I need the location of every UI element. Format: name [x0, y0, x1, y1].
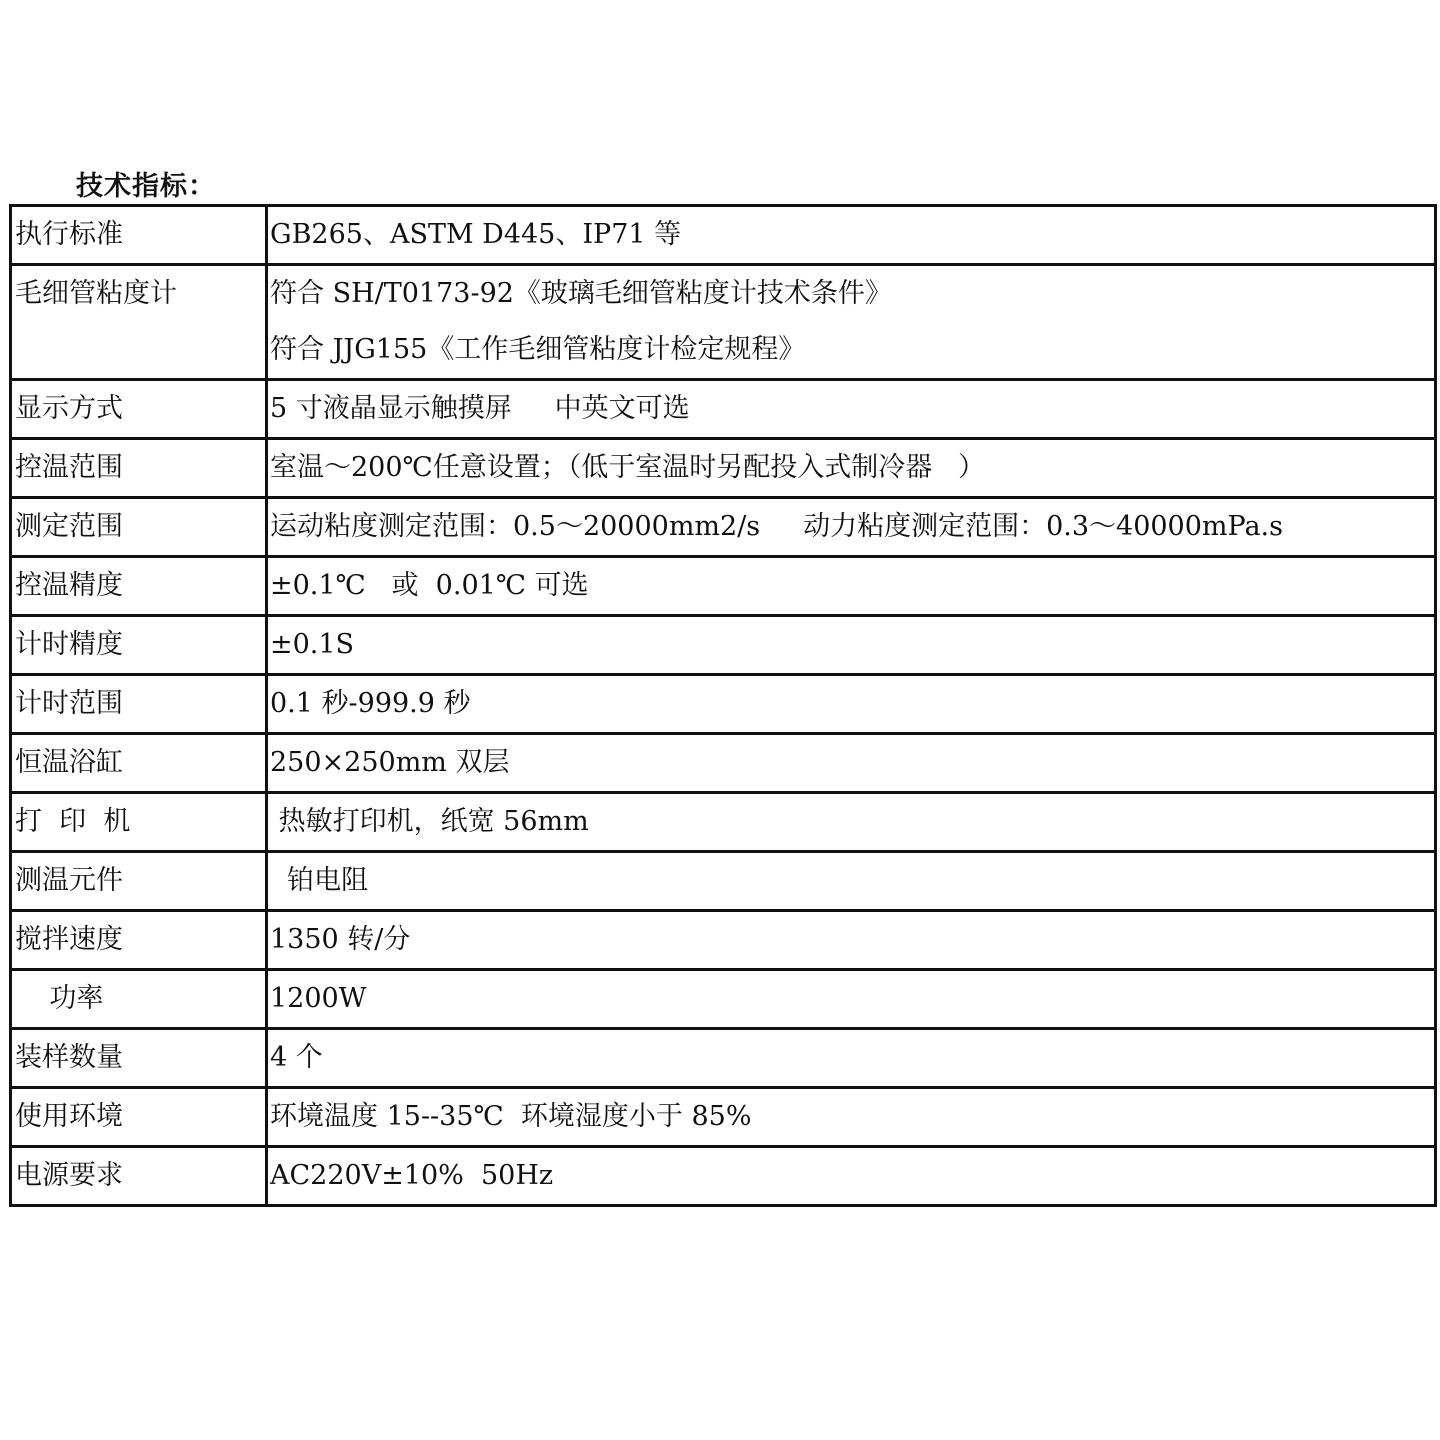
row-label-text: 测定范围	[15, 511, 123, 542]
row-value-line: 符合 JJG155《工作毛细管粘度计检定规程》	[270, 334, 806, 365]
row-label-text: 恒温浴缸	[15, 747, 123, 778]
table-row	[11, 852, 1436, 911]
row-label	[11, 265, 267, 380]
table-row	[11, 265, 1436, 380]
row-label	[11, 675, 267, 734]
row-label	[11, 852, 267, 911]
row-value-line: ±0.1℃ 或 0.01℃ 可选	[270, 570, 589, 601]
row-value	[267, 675, 1436, 734]
row-label	[11, 616, 267, 675]
row-value-line: GB265、ASTM D445、IP71 等	[270, 219, 682, 250]
row-label	[11, 1029, 267, 1088]
row-label-text: 功率	[15, 983, 104, 1014]
spec-table	[9, 204, 1437, 1207]
row-value	[267, 1147, 1436, 1206]
row-label	[11, 1147, 267, 1206]
row-label	[11, 498, 267, 557]
row-value-line: AC220V±10% 50Hz	[270, 1160, 554, 1191]
table-row	[11, 206, 1436, 265]
row-value	[267, 439, 1436, 498]
row-label-text: 显示方式	[15, 393, 123, 424]
row-value	[267, 206, 1436, 265]
row-label-text: 执行标准	[15, 219, 123, 250]
row-label-text: 搅拌速度	[15, 924, 123, 955]
row-label-text: 毛细管粘度计	[15, 278, 177, 309]
row-label	[11, 380, 267, 439]
table-row	[11, 380, 1436, 439]
row-value-line: 符合 SH/T0173-92《玻璃毛细管粘度计技术条件》	[270, 278, 892, 309]
row-value	[267, 793, 1436, 852]
table-row	[11, 793, 1436, 852]
row-label-text: 控温精度	[15, 570, 123, 601]
row-value-line: 4 个	[270, 1042, 323, 1073]
table-row	[11, 1029, 1436, 1088]
row-label-text: 打 印 机	[15, 806, 131, 837]
row-label	[11, 1088, 267, 1147]
row-label	[11, 793, 267, 852]
row-label-text: 使用环境	[15, 1101, 123, 1132]
row-value-line: 室温～200℃任意设置；（低于室温时另配投入式制冷器 ）	[270, 452, 985, 483]
row-label-text: 计时精度	[15, 629, 123, 660]
row-label	[11, 557, 267, 616]
row-value	[267, 1029, 1436, 1088]
row-value-line: ±0.1S	[270, 629, 355, 660]
table-row	[11, 675, 1436, 734]
row-label-text: 装样数量	[15, 1042, 123, 1073]
row-value	[267, 498, 1436, 557]
table-row	[11, 970, 1436, 1029]
table-row	[11, 498, 1436, 557]
row-value	[267, 911, 1436, 970]
row-value-line: 0.1 秒-999.9 秒	[270, 688, 471, 719]
row-value	[267, 557, 1436, 616]
row-label-text: 控温范围	[15, 452, 123, 483]
row-value	[267, 852, 1436, 911]
row-value-line: 热敏打印机，纸宽 56mm	[270, 806, 589, 837]
row-value-line: 铂电阻	[270, 865, 369, 896]
row-value	[267, 1088, 1436, 1147]
row-label-text: 电源要求	[15, 1160, 123, 1191]
row-value	[267, 734, 1436, 793]
table-row	[11, 1147, 1436, 1206]
table-row	[11, 439, 1436, 498]
table-row	[11, 616, 1436, 675]
row-value	[267, 380, 1436, 439]
row-value-line: 运动粘度测定范围：0.5～20000mm2/s 动力粘度测定范围：0.3～40000mPa.s	[270, 511, 1283, 542]
row-label-text: 测温元件	[15, 865, 123, 896]
row-value-line: 5 寸液晶显示触摸屏 中英文可选	[270, 393, 690, 424]
table-row	[11, 734, 1436, 793]
table-row	[11, 557, 1436, 616]
table-row	[11, 911, 1436, 970]
row-label	[11, 734, 267, 793]
row-label	[11, 911, 267, 970]
row-value	[267, 970, 1436, 1029]
row-value-line: 1350 转/分	[270, 924, 411, 955]
row-value-line: 环境温度 15--35℃ 环境湿度小于 85%	[270, 1101, 752, 1132]
row-label	[11, 970, 267, 1029]
table-row	[11, 1088, 1436, 1147]
row-value	[267, 265, 1436, 380]
row-label-text: 计时范围	[15, 688, 123, 719]
section-heading: 技术指标：	[76, 171, 216, 202]
row-label	[11, 439, 267, 498]
row-label	[11, 206, 267, 265]
row-value	[267, 616, 1436, 675]
row-value-line: 250×250mm 双层	[270, 747, 510, 778]
row-value-line: 1200W	[270, 983, 367, 1014]
